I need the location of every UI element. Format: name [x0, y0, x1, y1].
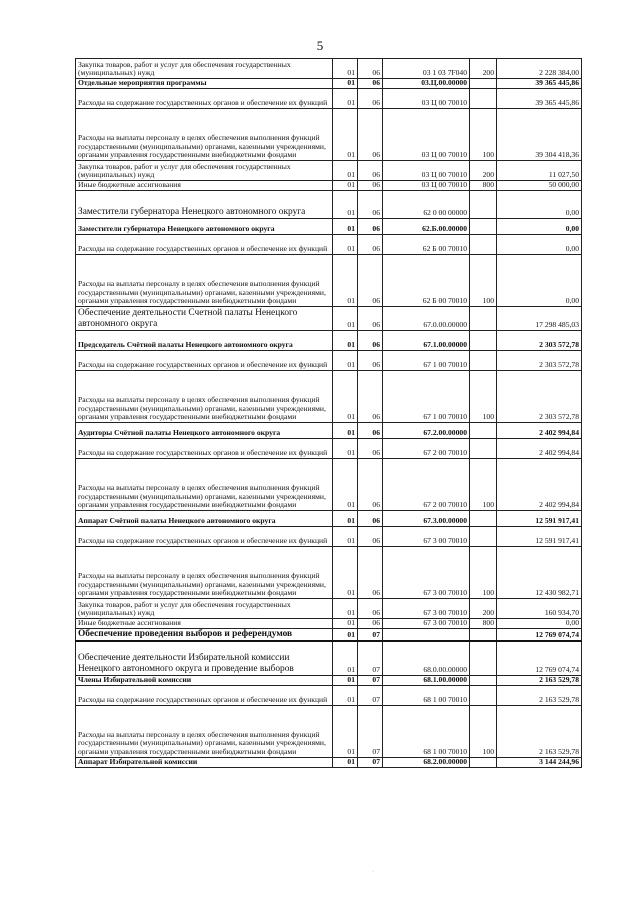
table-row — [76, 79, 582, 89]
row-subsection-cell: 06 — [358, 599, 383, 619]
row-target-article-cell: 67 1 00 70010 — [383, 371, 470, 423]
table-row — [76, 307, 582, 331]
row-name-cell: Аппарат Счётной палаты Ненецкого автономного округа — [76, 511, 333, 527]
row-expense-type-cell — [470, 685, 497, 705]
row-name-cell: Обеспечение деятельности Избирательной комиссии Ненецкого автономного округа и проведение выборов — [76, 641, 333, 675]
row-expense-type-cell — [470, 79, 497, 89]
row-amount-cell: 12 769 074,74 — [497, 629, 582, 642]
row-amount-cell: 2 303 572,78 — [497, 331, 582, 351]
scan-artifact: · — [372, 869, 374, 875]
row-name-cell: Расходы на содержание государственных органов и обеспечение их функций — [76, 439, 333, 459]
row-target-article-cell: 68 1 00 70010 — [383, 705, 470, 757]
row-target-article-cell: 03.Ц.00.00000 — [383, 79, 470, 89]
row-expense-type-cell: 100 — [470, 705, 497, 757]
row-target-article-cell: 62.Б.00.00000 — [383, 219, 470, 235]
row-target-article-cell: 67 3 00 70010 — [383, 547, 470, 599]
table-row — [76, 547, 582, 599]
row-section-cell: 01 — [333, 255, 358, 307]
row-section-cell: 01 — [333, 547, 358, 599]
row-expense-type-cell — [470, 235, 497, 255]
row-name-cell: Закупка товаров, работ и услуг для обеспечения государственных (муниципальных) нужд — [76, 161, 333, 181]
row-name-cell: Расходы на содержание государственных органов и обеспечение их функций — [76, 89, 333, 109]
row-subsection-cell: 07 — [358, 629, 383, 642]
row-amount-cell: 0,00 — [497, 191, 582, 219]
row-expense-type-cell — [470, 307, 497, 331]
row-subsection-cell: 06 — [358, 181, 383, 191]
table-row — [76, 109, 582, 161]
row-amount-cell: 2 402 994,84 — [497, 459, 582, 511]
row-amount-cell: 0,00 — [497, 235, 582, 255]
row-subsection-cell: 06 — [358, 219, 383, 235]
row-expense-type-cell — [470, 423, 497, 439]
row-name-cell: Расходы на выплаты персоналу в целях обеспечения выполнения функций государственными (муниципальными) органами, казенными учреждениями, органами управления государственными внебюджетными фондами — [76, 109, 333, 161]
row-subsection-cell: 06 — [358, 459, 383, 511]
table-row — [76, 331, 582, 351]
row-amount-cell: 11 027,50 — [497, 161, 582, 181]
table-row — [76, 527, 582, 547]
row-amount-cell: 50 000,00 — [497, 181, 582, 191]
row-target-article-cell: 68.2.00.00000 — [383, 757, 470, 767]
row-expense-type-cell — [470, 511, 497, 527]
row-section-cell: 01 — [333, 619, 358, 629]
row-expense-type-cell: 100 — [470, 371, 497, 423]
row-subsection-cell: 07 — [358, 685, 383, 705]
row-subsection-cell: 07 — [358, 641, 383, 675]
row-amount-cell: 2 163 529,78 — [497, 675, 582, 685]
row-amount-cell: 2 163 529,78 — [497, 685, 582, 705]
budget-table-body — [76, 59, 582, 768]
row-section-cell: 01 — [333, 59, 358, 79]
row-target-article-cell: 67.1.00.00000 — [383, 331, 470, 351]
row-amount-cell: 0,00 — [497, 219, 582, 235]
row-amount-cell: 160 934,70 — [497, 599, 582, 619]
row-section-cell: 01 — [333, 757, 358, 767]
row-target-article-cell: 67 2 00 70010 — [383, 439, 470, 459]
row-subsection-cell: 07 — [358, 705, 383, 757]
row-section-cell: 01 — [333, 89, 358, 109]
row-name-cell: Расходы на содержание государственных органов и обеспечение их функций — [76, 685, 333, 705]
row-name-cell: Члены Избирательной комиссии — [76, 675, 333, 685]
table-row — [76, 675, 582, 685]
row-subsection-cell: 06 — [358, 547, 383, 599]
row-section-cell: 01 — [333, 161, 358, 181]
row-section-cell: 01 — [333, 675, 358, 685]
budget-table — [75, 58, 582, 768]
table-row — [76, 459, 582, 511]
row-name-cell: Аппарат Избирательной комиссии — [76, 757, 333, 767]
row-name-cell: Расходы на выплаты персоналу в целях обеспечения выполнения функций государственными (муниципальными) органами, казенными учреждениями, органами управления государственными внебюджетными фондами — [76, 705, 333, 757]
row-amount-cell: 2 163 529,78 — [497, 705, 582, 757]
row-section-cell: 01 — [333, 109, 358, 161]
row-target-article-cell: 03 Ц 00 70010 — [383, 109, 470, 161]
row-expense-type-cell — [470, 351, 497, 371]
row-target-article-cell — [383, 629, 470, 642]
row-amount-cell: 17 298 485,03 — [497, 307, 582, 331]
row-subsection-cell: 07 — [358, 757, 383, 767]
row-amount-cell: 39 365 445,86 — [497, 89, 582, 109]
row-subsection-cell: 06 — [358, 89, 383, 109]
row-name-cell: Расходы на выплаты персоналу в целях обеспечения выполнения функций государственными (муниципальными) органами, казенными учреждениями, органами управления государственными внебюджетными фондами — [76, 547, 333, 599]
row-name-cell: Расходы на выплаты персоналу в целях обеспечения выполнения функций государственными (муниципальными) органами, казенными учреждениями, органами управления государственными внебюджетными фондами — [76, 459, 333, 511]
row-name-cell: Председатель Счётной палаты Ненецкого автономного округа — [76, 331, 333, 351]
table-row — [76, 629, 582, 642]
table-row — [76, 599, 582, 619]
row-subsection-cell: 06 — [358, 331, 383, 351]
row-expense-type-cell — [470, 331, 497, 351]
row-target-article-cell: 68 1 00 70010 — [383, 685, 470, 705]
row-expense-type-cell — [470, 527, 497, 547]
row-amount-cell: 3 144 244,96 — [497, 757, 582, 767]
row-target-article-cell: 03 Ц 00 70010 — [383, 161, 470, 181]
table-row — [76, 89, 582, 109]
row-amount-cell: 12 769 074,74 — [497, 641, 582, 675]
row-expense-type-cell: 100 — [470, 109, 497, 161]
table-row — [76, 219, 582, 235]
page-number: 5 — [316, 38, 324, 53]
table-row — [76, 511, 582, 527]
row-subsection-cell: 06 — [358, 255, 383, 307]
row-amount-cell: 2 303 572,78 — [497, 351, 582, 371]
row-expense-type-cell — [470, 757, 497, 767]
row-target-article-cell: 67.2.00.00000 — [383, 423, 470, 439]
table-row — [76, 619, 582, 629]
table-row — [76, 181, 582, 191]
table-row — [76, 757, 582, 767]
table-row — [76, 255, 582, 307]
row-expense-type-cell: 800 — [470, 181, 497, 191]
row-subsection-cell: 06 — [358, 439, 383, 459]
row-subsection-cell: 06 — [358, 161, 383, 181]
row-name-cell: Аудиторы Счётной палаты Ненецкого автономного округа — [76, 423, 333, 439]
row-amount-cell: 2 402 994,84 — [497, 439, 582, 459]
row-target-article-cell: 67.3.00.00000 — [383, 511, 470, 527]
row-subsection-cell: 06 — [358, 191, 383, 219]
row-amount-cell: 2 303 572,78 — [497, 371, 582, 423]
row-expense-type-cell: 800 — [470, 619, 497, 629]
row-section-cell: 01 — [333, 235, 358, 255]
row-subsection-cell: 06 — [358, 235, 383, 255]
row-section-cell: 01 — [333, 371, 358, 423]
row-target-article-cell: 67 3 00 70010 — [383, 599, 470, 619]
row-section-cell: 01 — [333, 219, 358, 235]
row-amount-cell: 12 430 982,71 — [497, 547, 582, 599]
row-name-cell: Расходы на содержание государственных органов и обеспечение их функций — [76, 235, 333, 255]
row-subsection-cell: 06 — [358, 511, 383, 527]
row-section-cell: 01 — [333, 459, 358, 511]
row-name-cell: Закупка товаров, работ и услуг для обеспечения государственных (муниципальных) нужд — [76, 59, 333, 79]
row-subsection-cell: 06 — [358, 307, 383, 331]
row-amount-cell: 12 591 917,41 — [497, 527, 582, 547]
row-expense-type-cell: 200 — [470, 161, 497, 181]
row-target-article-cell: 67 3 00 70010 — [383, 619, 470, 629]
row-expense-type-cell: 100 — [470, 459, 497, 511]
table-row — [76, 705, 582, 757]
row-target-article-cell: 62 Б 00 70010 — [383, 255, 470, 307]
row-expense-type-cell: 200 — [470, 599, 497, 619]
row-name-cell: Иные бюджетные ассигнования — [76, 619, 333, 629]
row-section-cell: 01 — [333, 599, 358, 619]
row-subsection-cell: 06 — [358, 619, 383, 629]
table-row — [76, 685, 582, 705]
row-section-cell: 01 — [333, 629, 358, 642]
row-target-article-cell: 03 Ц 00 70010 — [383, 89, 470, 109]
row-amount-cell: 0,00 — [497, 255, 582, 307]
row-subsection-cell: 06 — [358, 351, 383, 371]
row-section-cell: 01 — [333, 181, 358, 191]
row-section-cell: 01 — [333, 439, 358, 459]
row-amount-cell: 2 402 994,84 — [497, 423, 582, 439]
row-subsection-cell: 06 — [358, 109, 383, 161]
row-expense-type-cell — [470, 191, 497, 219]
table-row — [76, 423, 582, 439]
table-row — [76, 351, 582, 371]
row-target-article-cell: 67 1 00 70010 — [383, 351, 470, 371]
row-section-cell: 01 — [333, 79, 358, 89]
row-target-article-cell: 67.0.00.00000 — [383, 307, 470, 331]
row-section-cell: 01 — [333, 331, 358, 351]
table-row — [76, 641, 582, 675]
row-subsection-cell: 06 — [358, 527, 383, 547]
row-target-article-cell: 67 3 00 70010 — [383, 527, 470, 547]
row-name-cell: Расходы на содержание государственных органов и обеспечение их функций — [76, 527, 333, 547]
row-name-cell: Отдельные мероприятия программы — [76, 79, 333, 89]
row-section-cell: 01 — [333, 527, 358, 547]
row-section-cell: 01 — [333, 685, 358, 705]
row-subsection-cell: 06 — [358, 423, 383, 439]
row-subsection-cell: 06 — [358, 59, 383, 79]
table-row — [76, 59, 582, 79]
row-amount-cell: 12 591 917,41 — [497, 511, 582, 527]
row-name-cell: Обеспечение деятельности Счетной палаты Ненецкого автономного округа — [76, 307, 333, 331]
row-name-cell: Закупка товаров, работ и услуг для обеспечения государственных (муниципальных) нужд — [76, 599, 333, 619]
row-target-article-cell: 03 1 03 7F040 — [383, 59, 470, 79]
table-row — [76, 371, 582, 423]
row-target-article-cell: 68.1.00.00000 — [383, 675, 470, 685]
row-expense-type-cell — [470, 439, 497, 459]
row-section-cell: 01 — [333, 307, 358, 331]
row-amount-cell: 2 228 384,00 — [497, 59, 582, 79]
table-row — [76, 235, 582, 255]
row-subsection-cell: 07 — [358, 675, 383, 685]
row-target-article-cell: 67 2 00 70010 — [383, 459, 470, 511]
table-row — [76, 439, 582, 459]
row-expense-type-cell — [470, 641, 497, 675]
row-section-cell: 01 — [333, 423, 358, 439]
row-name-cell: Заместители губернатора Ненецкого автономного округа — [76, 191, 333, 219]
row-target-article-cell: 68.0.00.00000 — [383, 641, 470, 675]
row-section-cell: 01 — [333, 705, 358, 757]
row-name-cell: Обеспечение проведения выборов и референдумов — [76, 629, 333, 642]
row-name-cell: Заместители губернатора Ненецкого автономного округа — [76, 219, 333, 235]
row-section-cell: 01 — [333, 511, 358, 527]
row-amount-cell: 39 304 418,36 — [497, 109, 582, 161]
row-subsection-cell: 06 — [358, 371, 383, 423]
row-expense-type-cell: 100 — [470, 255, 497, 307]
row-section-cell: 01 — [333, 351, 358, 371]
row-amount-cell: 39 365 445,86 — [497, 79, 582, 89]
row-expense-type-cell — [470, 675, 497, 685]
row-target-article-cell: 62 Б 00 70010 — [383, 235, 470, 255]
row-expense-type-cell: 100 — [470, 547, 497, 599]
row-expense-type-cell — [470, 629, 497, 642]
row-amount-cell: 0,00 — [497, 619, 582, 629]
row-target-article-cell: 03 Ц 00 70010 — [383, 181, 470, 191]
table-row — [76, 191, 582, 219]
row-section-cell: 01 — [333, 641, 358, 675]
row-name-cell: Иные бюджетные ассигнования — [76, 181, 333, 191]
row-subsection-cell: 06 — [358, 79, 383, 89]
row-name-cell: Расходы на содержание государственных органов и обеспечение их функций — [76, 351, 333, 371]
row-expense-type-cell — [470, 89, 497, 109]
row-expense-type-cell — [470, 219, 497, 235]
row-name-cell: Расходы на выплаты персоналу в целях обеспечения выполнения функций государственными (муниципальными) органами, казенными учреждениями, органами управления государственными внебюджетными фондами — [76, 255, 333, 307]
row-expense-type-cell: 200 — [470, 59, 497, 79]
table-row — [76, 161, 582, 181]
row-name-cell: Расходы на выплаты персоналу в целях обеспечения выполнения функций государственными (муниципальными) органами, казенными учреждениями, органами управления государственными внебюджетными фондами — [76, 371, 333, 423]
row-section-cell: 01 — [333, 191, 358, 219]
row-target-article-cell: 62 0 00 00000 — [383, 191, 470, 219]
